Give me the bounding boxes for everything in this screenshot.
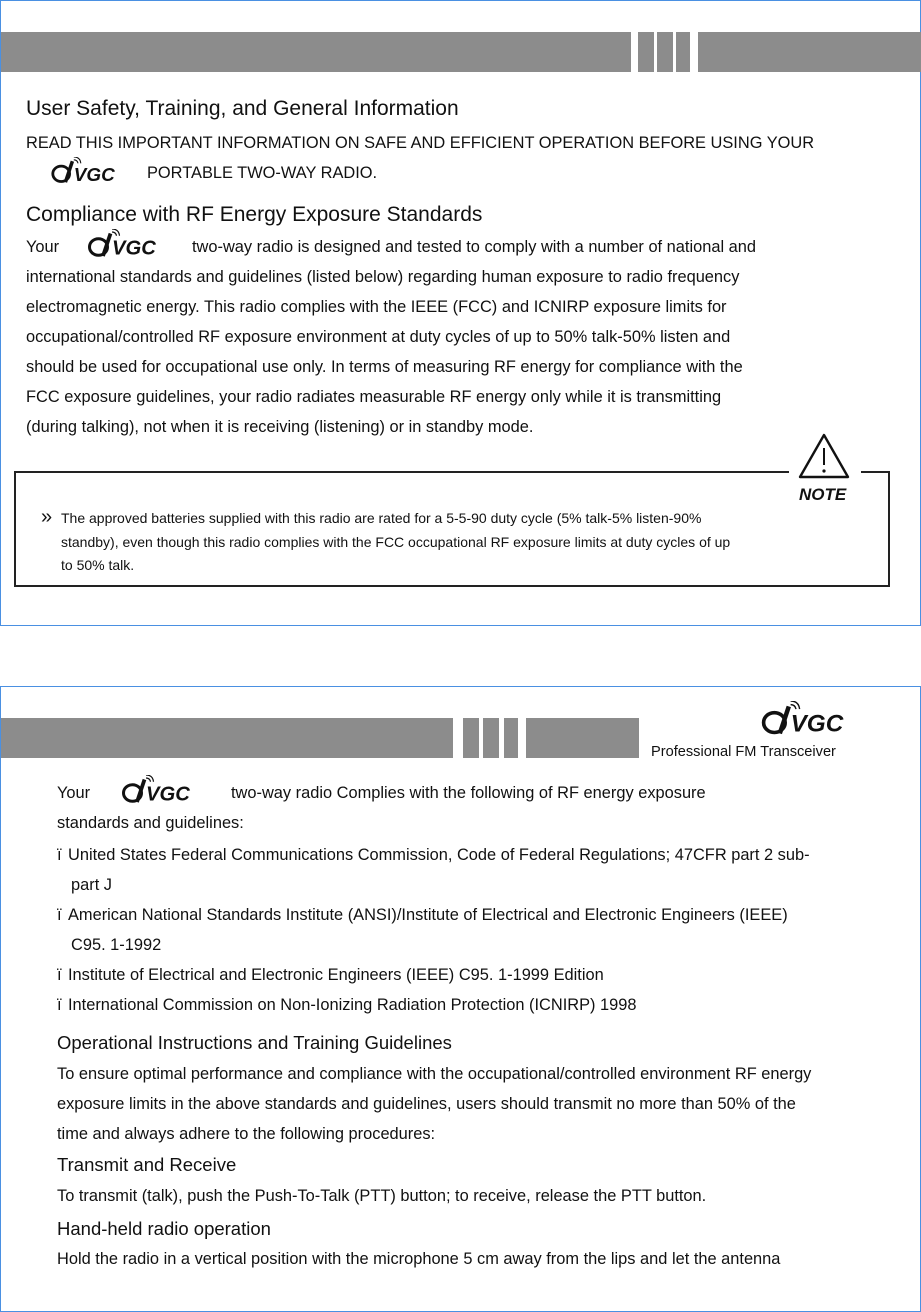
- paragraph-line: electromagnetic energy. This radio complies with the IEEE (FCC) and ICNIRP exposure limits for: [26, 298, 727, 316]
- brand-subtitle: Professional FM Transceiver: [651, 744, 836, 760]
- note-line: The approved batteries supplied with this radio are rated for a 5-5-90 duty cycle (5% talk-5% listen-90%: [61, 510, 702, 526]
- intro-word: Your: [57, 784, 91, 802]
- list-item: American National Standards Institute (ANSI)/Institute of Electrical and Electronic Engineers (IEEE): [68, 906, 788, 924]
- subsection-title: Transmit and Receive: [57, 1154, 237, 1175]
- paragraph-line: two-way radio is designed and tested to comply with a number of national and: [192, 238, 756, 256]
- paragraph-line: (during talking), not when it is receiving (listening) or in standby mode.: [26, 418, 534, 436]
- header-bar-segment: [657, 32, 673, 72]
- header-bar-segment: [504, 718, 518, 758]
- manual-page-1: [0, 0, 921, 626]
- paragraph-line: exposure limits in the above standards and guidelines, users should transmit no more than 50% of the: [57, 1095, 796, 1113]
- paragraph-line: occupational/controlled RF exposure environment at duty cycles of up to 50% talk-50% listen and: [26, 328, 731, 346]
- intro-line: two-way radio Complies with the following of RF energy exposure: [231, 784, 706, 802]
- list-item: United States Federal Communications Commission, Code of Federal Regulations; 47CFR part 2 sub-: [68, 846, 810, 864]
- list-bullet: ï: [57, 966, 62, 984]
- vgc-logo: [83, 229, 165, 259]
- paragraph-line: international standards and guidelines (listed below) regarding human exposure to radio frequency: [26, 268, 740, 286]
- warning-icon: [796, 432, 852, 482]
- paragraph-line: time and always adhere to the following procedures:: [57, 1125, 436, 1143]
- header-bar-right: [526, 718, 639, 758]
- header-bar-right: [698, 32, 921, 72]
- paragraph-line: To transmit (talk), push the Push-To-Talk (PTT) button; to receive, release the PTT button.: [57, 1187, 707, 1205]
- manual-page-2: [0, 686, 921, 1312]
- section-title: Operational Instructions and Training Guidelines: [57, 1032, 452, 1053]
- section-title: Compliance with RF Energy Exposure Standards: [26, 203, 483, 226]
- paragraph-line: should be used for occupational use only. In terms of measuring RF energy for compliance with the: [26, 358, 743, 376]
- note-line: standby), even though this radio complies with the FCC occupational RF exposure limits at duty cycles of up: [61, 534, 731, 550]
- header-bar-left: [1, 32, 631, 72]
- header-bar-segment: [483, 718, 499, 758]
- header-bar-segment: [676, 32, 690, 72]
- paragraph-line: FCC exposure guidelines, your radio radiates measurable RF energy only while it is transmitting: [26, 388, 722, 406]
- page-title: User Safety, Training, and General Information: [26, 97, 459, 120]
- paragraph-line: To ensure optimal performance and compliance with the occupational/controlled environment RF energy: [57, 1065, 812, 1083]
- subsection-title: Hand-held radio operation: [57, 1218, 271, 1239]
- list-bullet: ï: [57, 996, 62, 1014]
- paragraph-word: Your: [26, 238, 60, 256]
- header-bar-segment: [638, 32, 654, 72]
- note-label: NOTE: [799, 485, 847, 504]
- note-bullet-icon: »: [41, 506, 53, 528]
- intro-line: PORTABLE TWO-WAY RADIO.: [147, 164, 378, 182]
- paragraph-line: Hold the radio in a vertical position with the microphone 5 cm away from the lips and let the antenna: [57, 1250, 781, 1268]
- intro-line: standards and guidelines:: [57, 814, 244, 832]
- note-line: to 50% talk.: [61, 557, 135, 573]
- header-bar-segment: [463, 718, 479, 758]
- intro-line: READ THIS IMPORTANT INFORMATION ON SAFE AND EFFICIENT OPERATION BEFORE USING YOUR: [26, 134, 815, 152]
- note-box: [14, 471, 890, 587]
- list-item-cont: part J: [71, 876, 112, 894]
- header-bar-left: [1, 718, 453, 758]
- list-bullet: ï: [57, 906, 62, 924]
- list-item-cont: C95. 1-1992: [71, 936, 162, 954]
- list-item: International Commission on Non-Ionizing Radiation Protection (ICNIRP) 1998: [68, 996, 637, 1014]
- list-bullet: ï: [57, 846, 62, 864]
- vgc-logo: [117, 775, 199, 805]
- brand-logo: [757, 701, 853, 737]
- vgc-logo: [45, 157, 125, 185]
- list-item: Institute of Electrical and Electronic Engineers (IEEE) C95. 1-1999 Edition: [68, 966, 604, 984]
